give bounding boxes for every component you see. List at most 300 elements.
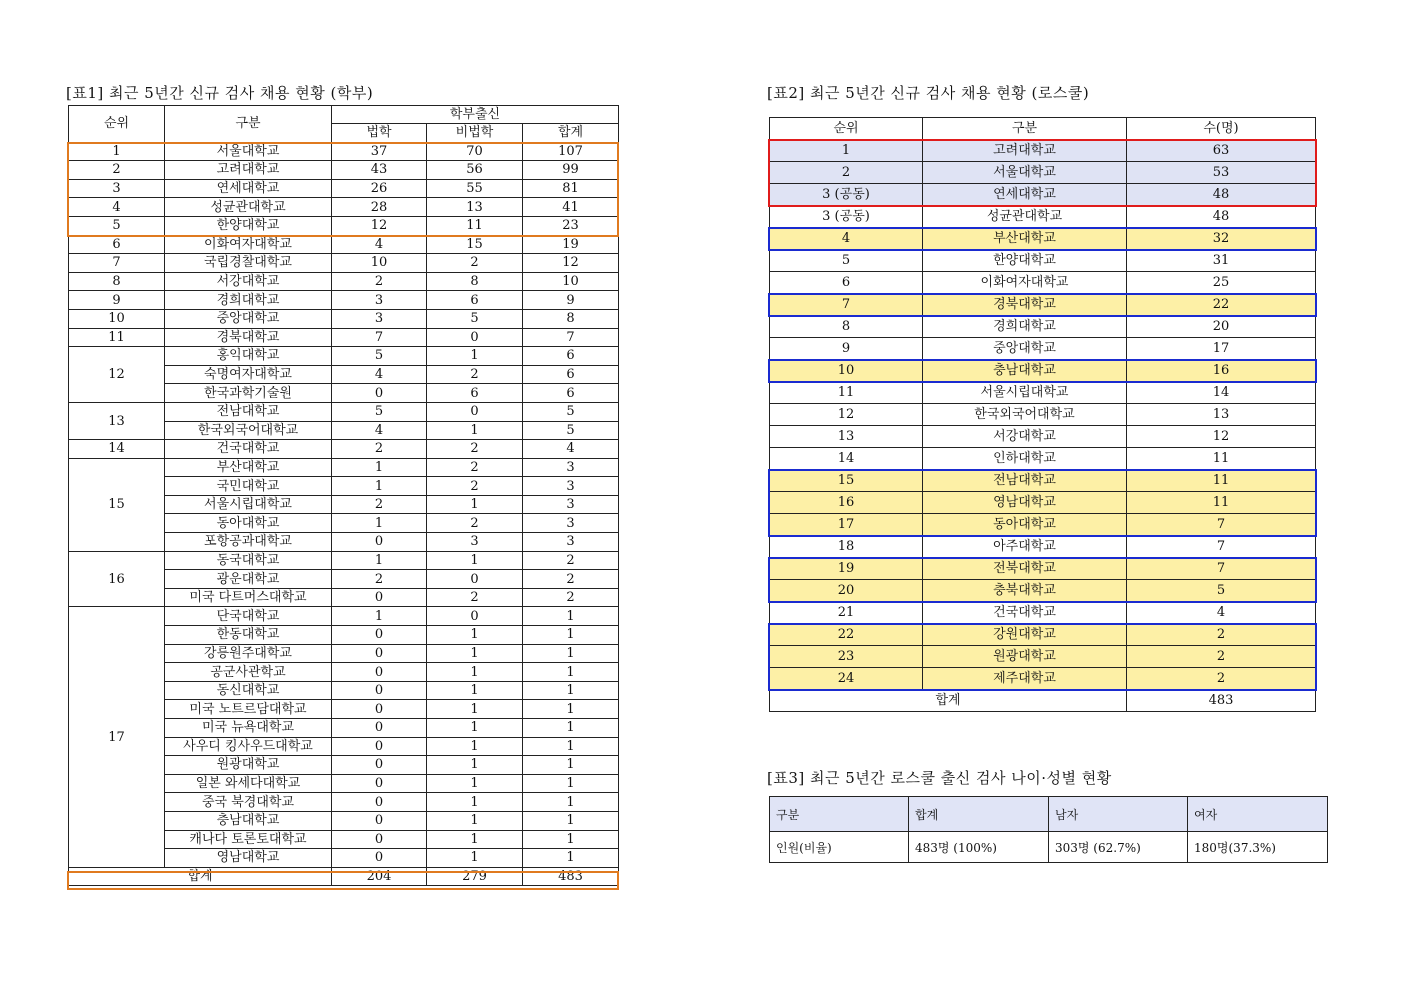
t1-cell-total: 1 (523, 700, 619, 719)
t1-cell-total: 7 (523, 328, 619, 347)
t1-sum-total: 483 (523, 867, 619, 886)
t2-cell-count: 17 (1127, 338, 1316, 360)
t1-cell-total: 12 (523, 254, 619, 273)
t2-cell-name: 경북대학교 (923, 294, 1127, 316)
t1-sum-nonlaw: 279 (427, 867, 523, 886)
t1-cell-name: 숙명여자대학교 (165, 365, 332, 384)
t1-cell-name: 원광대학교 (165, 756, 332, 775)
t2-cell-rank: 7 (770, 294, 923, 316)
t1-cell-total: 1 (523, 756, 619, 775)
t1-cell-nonlaw: 1 (427, 737, 523, 756)
t1-cell-name: 사우디 킹사우드대학교 (165, 737, 332, 756)
t1-cell-total: 81 (523, 179, 619, 198)
t2-cell-name: 영남대학교 (923, 492, 1127, 514)
t1-cell-law: 4 (332, 421, 427, 440)
t1-cell-law: 0 (332, 533, 427, 552)
t2-sum-count: 483 (1127, 690, 1316, 712)
t1-cell-law: 0 (332, 774, 427, 793)
t1-row (69, 347, 619, 366)
t1-cell-name: 동신대학교 (165, 681, 332, 700)
t1-cell-nonlaw: 1 (427, 719, 523, 738)
t3-cell-total: 483명 (100%) (909, 832, 1049, 863)
t1-row (69, 235, 619, 254)
t1-cell-nonlaw: 1 (427, 644, 523, 663)
t3-header-category: 구분 (770, 797, 909, 832)
t2-cell-rank: 8 (770, 316, 923, 338)
t2-row (770, 580, 1316, 602)
t2-cell-name: 한국외국어대학교 (923, 404, 1127, 426)
t1-cell-name: 국민대학교 (165, 477, 332, 496)
t1-row (69, 142, 619, 161)
t2-row (770, 470, 1316, 492)
t1-cell-name: 연세대학교 (165, 179, 332, 198)
t1-cell-name: 미국 뉴욕대학교 (165, 719, 332, 738)
t2-cell-rank: 9 (770, 338, 923, 360)
t2-cell-rank: 22 (770, 624, 923, 646)
t2-cell-rank: 20 (770, 580, 923, 602)
t2-cell-count: 16 (1127, 360, 1316, 382)
t1-cell-nonlaw: 1 (427, 849, 523, 868)
t1-cell-name: 강릉원주대학교 (165, 644, 332, 663)
t1-row (69, 291, 619, 310)
t1-cell-law: 0 (332, 626, 427, 645)
t1-header-nonlaw: 비법학 (427, 124, 523, 143)
t1-header-law: 법학 (332, 124, 427, 143)
t1-cell-total: 3 (523, 458, 619, 477)
t1-cell-total: 2 (523, 588, 619, 607)
t2-cell-count: 7 (1127, 536, 1316, 558)
t1-row (69, 198, 619, 217)
t2-row (770, 228, 1316, 250)
t1-cell-name: 경희대학교 (165, 291, 332, 310)
t1-cell-total: 1 (523, 644, 619, 663)
t1-cell-total: 23 (523, 216, 619, 235)
t2-cell-count: 22 (1127, 294, 1316, 316)
t2-row (770, 360, 1316, 382)
t1-cell-nonlaw: 0 (427, 328, 523, 347)
t1-cell-nonlaw: 6 (427, 291, 523, 310)
t1-cell-nonlaw: 56 (427, 161, 523, 180)
t2-cell-count: 4 (1127, 602, 1316, 624)
t1-row (69, 272, 619, 291)
t2-body (770, 140, 1316, 690)
t1-cell-rank: 14 (69, 440, 165, 459)
t2-header-category: 구분 (923, 118, 1127, 140)
t2-cell-name: 인하대학교 (923, 448, 1127, 470)
t2-row (770, 624, 1316, 646)
table2-title: [표2] 최근 5년간 신규 검사 채용 현황 (로스쿨) (767, 84, 1090, 102)
t1-header-rank: 순위 (69, 106, 165, 143)
t1-cell-total: 1 (523, 663, 619, 682)
t1-cell-total: 1 (523, 830, 619, 849)
t1-cell-rank: 5 (69, 216, 165, 235)
t2-cell-rank: 3 (공동) (770, 206, 923, 228)
t2-cell-name: 고려대학교 (923, 140, 1127, 162)
t1-cell-total: 19 (523, 235, 619, 254)
t1-cell-law: 0 (332, 719, 427, 738)
t1-cell-total: 8 (523, 309, 619, 328)
t1-cell-name: 한국외국어대학교 (165, 421, 332, 440)
t2-cell-rank: 10 (770, 360, 923, 382)
t1-cell-law: 43 (332, 161, 427, 180)
t1-cell-rank: 15 (69, 458, 165, 551)
t1-cell-nonlaw: 15 (427, 235, 523, 254)
t2-row (770, 558, 1316, 580)
t2-row (770, 338, 1316, 360)
t2-cell-rank: 18 (770, 536, 923, 558)
t1-row (69, 216, 619, 235)
t1-cell-name: 경북대학교 (165, 328, 332, 347)
t1-cell-total: 3 (523, 533, 619, 552)
t1-cell-rank: 1 (69, 142, 165, 161)
t1-cell-name: 중국 북경대학교 (165, 793, 332, 812)
t1-cell-name: 부산대학교 (165, 458, 332, 477)
t1-cell-rank: 7 (69, 254, 165, 273)
t2-row (770, 250, 1316, 272)
t2-cell-name: 연세대학교 (923, 184, 1127, 206)
t3-data-row (770, 832, 1328, 863)
t2-row (770, 140, 1316, 162)
t1-cell-rank: 10 (69, 309, 165, 328)
t1-cell-name: 포항공과대학교 (165, 533, 332, 552)
t1-cell-total: 6 (523, 347, 619, 366)
t1-cell-name: 일본 와세다대학교 (165, 774, 332, 793)
t2-cell-name: 전남대학교 (923, 470, 1127, 492)
t1-row (69, 440, 619, 459)
t1-body (69, 142, 619, 867)
t3-cell-male: 303명 (62.7%) (1049, 832, 1188, 863)
t2-cell-rank: 15 (770, 470, 923, 492)
t2-cell-name: 한양대학교 (923, 250, 1127, 272)
t1-cell-nonlaw: 0 (427, 570, 523, 589)
t1-cell-name: 미국 다트머스대학교 (165, 588, 332, 607)
t2-cell-count: 7 (1127, 558, 1316, 580)
t1-cell-rank: 8 (69, 272, 165, 291)
t1-cell-nonlaw: 3 (427, 533, 523, 552)
t1-cell-name: 한국과학기술원 (165, 384, 332, 403)
t1-cell-nonlaw: 1 (427, 663, 523, 682)
t3-cell-label: 인원(비율) (770, 832, 909, 863)
t2-row (770, 448, 1316, 470)
t1-cell-law: 3 (332, 309, 427, 328)
t1-cell-nonlaw: 2 (427, 254, 523, 273)
t2-cell-count: 12 (1127, 426, 1316, 448)
t1-cell-name: 충남대학교 (165, 811, 332, 830)
t2-cell-count: 63 (1127, 140, 1316, 162)
t1-cell-total: 1 (523, 849, 619, 868)
t1-cell-law: 0 (332, 588, 427, 607)
t1-cell-name: 이화여자대학교 (165, 235, 332, 254)
t2-cell-count: 11 (1127, 448, 1316, 470)
t1-cell-law: 0 (332, 756, 427, 775)
t1-cell-nonlaw: 1 (427, 700, 523, 719)
t1-cell-law: 1 (332, 607, 427, 626)
t1-cell-name: 동국대학교 (165, 551, 332, 570)
t1-cell-law: 2 (332, 570, 427, 589)
t1-cell-total: 41 (523, 198, 619, 217)
t1-cell-name: 영남대학교 (165, 849, 332, 868)
t2-row (770, 492, 1316, 514)
t1-cell-law: 26 (332, 179, 427, 198)
t2-cell-name: 서울대학교 (923, 162, 1127, 184)
t2-cell-count: 25 (1127, 272, 1316, 294)
t3-header-female: 여자 (1188, 797, 1328, 832)
t2-cell-rank: 13 (770, 426, 923, 448)
t1-cell-law: 1 (332, 514, 427, 533)
t3-cell-female: 180명(37.3%) (1188, 832, 1328, 863)
t1-cell-name: 홍익대학교 (165, 347, 332, 366)
t2-row (770, 184, 1316, 206)
t1-row (69, 254, 619, 273)
t3-header-row (770, 797, 1328, 832)
t1-cell-law: 0 (332, 663, 427, 682)
t1-cell-nonlaw: 2 (427, 365, 523, 384)
t2-sum-row (770, 690, 1316, 712)
t2-cell-name: 동아대학교 (923, 514, 1127, 536)
t1-cell-total: 99 (523, 161, 619, 180)
t1-cell-law: 37 (332, 142, 427, 161)
t1-cell-total: 4 (523, 440, 619, 459)
t2-cell-rank: 21 (770, 602, 923, 624)
t2-cell-rank: 24 (770, 668, 923, 690)
t1-cell-nonlaw: 1 (427, 811, 523, 830)
t1-cell-total: 2 (523, 551, 619, 570)
t1-row (69, 179, 619, 198)
t1-cell-nonlaw: 1 (427, 551, 523, 570)
t1-cell-nonlaw: 1 (427, 830, 523, 849)
t2-cell-rank: 5 (770, 250, 923, 272)
t1-cell-name: 캐나다 토론토대학교 (165, 830, 332, 849)
t1-cell-rank: 17 (69, 607, 165, 867)
t1-cell-name: 미국 노트르담대학교 (165, 700, 332, 719)
t1-cell-rank: 11 (69, 328, 165, 347)
t2-sum-label: 합계 (770, 690, 1127, 712)
t3-header-total: 합계 (909, 797, 1049, 832)
t2-cell-name: 충북대학교 (923, 580, 1127, 602)
t1-cell-nonlaw: 11 (427, 216, 523, 235)
t2-row (770, 514, 1316, 536)
t1-cell-nonlaw: 1 (427, 495, 523, 514)
t2-row (770, 536, 1316, 558)
t1-row (69, 607, 619, 626)
t1-row (69, 551, 619, 570)
t2-row (770, 162, 1316, 184)
t2-cell-count: 11 (1127, 470, 1316, 492)
t2-header-count: 수(명) (1127, 118, 1316, 140)
t1-cell-name: 서강대학교 (165, 272, 332, 291)
t1-cell-rank: 13 (69, 402, 165, 439)
t1-sum-law: 204 (332, 867, 427, 886)
t2-cell-name: 원광대학교 (923, 646, 1127, 668)
t2-cell-name: 아주대학교 (923, 536, 1127, 558)
t1-cell-law: 3 (332, 291, 427, 310)
t1-row (69, 309, 619, 328)
t1-cell-law: 2 (332, 440, 427, 459)
t2-cell-name: 성균관대학교 (923, 206, 1127, 228)
t1-cell-nonlaw: 1 (427, 421, 523, 440)
t1-cell-nonlaw: 2 (427, 458, 523, 477)
t1-sum-row (69, 867, 619, 886)
t1-header-total: 합계 (523, 124, 619, 143)
t1-cell-name: 중앙대학교 (165, 309, 332, 328)
t1-cell-rank: 2 (69, 161, 165, 180)
t1-cell-name: 서울대학교 (165, 142, 332, 161)
t1-cell-law: 1 (332, 477, 427, 496)
t1-cell-total: 6 (523, 365, 619, 384)
t1-cell-nonlaw: 0 (427, 607, 523, 626)
t1-cell-law: 4 (332, 365, 427, 384)
t2-cell-name: 이화여자대학교 (923, 272, 1127, 294)
t1-cell-law: 2 (332, 272, 427, 291)
t2-cell-count: 31 (1127, 250, 1316, 272)
t1-cell-law: 0 (332, 681, 427, 700)
t1-cell-nonlaw: 13 (427, 198, 523, 217)
t2-cell-name: 중앙대학교 (923, 338, 1127, 360)
t1-cell-nonlaw: 8 (427, 272, 523, 291)
t2-cell-rank: 4 (770, 228, 923, 250)
t2-cell-count: 48 (1127, 184, 1316, 206)
t2-cell-rank: 2 (770, 162, 923, 184)
t1-cell-law: 0 (332, 811, 427, 830)
t1-cell-law: 10 (332, 254, 427, 273)
t2-cell-rank: 16 (770, 492, 923, 514)
t2-cell-count: 14 (1127, 382, 1316, 404)
t2-cell-count: 7 (1127, 514, 1316, 536)
t1-cell-law: 0 (332, 849, 427, 868)
t1-cell-name: 국립경찰대학교 (165, 254, 332, 273)
t2-cell-rank: 14 (770, 448, 923, 470)
t2-cell-name: 충남대학교 (923, 360, 1127, 382)
t1-cell-nonlaw: 70 (427, 142, 523, 161)
t2-cell-count: 2 (1127, 624, 1316, 646)
t2-row (770, 382, 1316, 404)
t2-row (770, 646, 1316, 668)
t1-cell-nonlaw: 1 (427, 626, 523, 645)
t2-cell-name: 서강대학교 (923, 426, 1127, 448)
t1-cell-nonlaw: 6 (427, 384, 523, 403)
t2-cell-name: 서울시립대학교 (923, 382, 1127, 404)
t2-cell-rank: 23 (770, 646, 923, 668)
t1-cell-law: 1 (332, 551, 427, 570)
t1-cell-name: 건국대학교 (165, 440, 332, 459)
t1-cell-name: 전남대학교 (165, 402, 332, 421)
t2-cell-name: 건국대학교 (923, 602, 1127, 624)
t2-header-rank: 순위 (770, 118, 923, 140)
t1-cell-law: 28 (332, 198, 427, 217)
t1-cell-total: 1 (523, 774, 619, 793)
t1-cell-law: 0 (332, 830, 427, 849)
t1-cell-law: 0 (332, 793, 427, 812)
t1-cell-law: 12 (332, 216, 427, 235)
t1-cell-total: 1 (523, 681, 619, 700)
t1-cell-rank: 4 (69, 198, 165, 217)
t1-cell-total: 6 (523, 384, 619, 403)
t1-cell-nonlaw: 1 (427, 347, 523, 366)
t2-cell-rank: 1 (770, 140, 923, 162)
t2-cell-count: 5 (1127, 580, 1316, 602)
t2-cell-name: 부산대학교 (923, 228, 1127, 250)
t2-row (770, 602, 1316, 624)
t1-cell-name: 공군사관학교 (165, 663, 332, 682)
t1-cell-total: 3 (523, 514, 619, 533)
t2-cell-rank: 12 (770, 404, 923, 426)
t2-cell-count: 32 (1127, 228, 1316, 250)
t1-cell-total: 1 (523, 811, 619, 830)
t1-cell-name: 서울시립대학교 (165, 495, 332, 514)
t1-cell-total: 3 (523, 477, 619, 496)
t1-header-group: 학부출신 (332, 106, 619, 124)
t1-cell-rank: 9 (69, 291, 165, 310)
t2-row (770, 426, 1316, 448)
t1-cell-name: 한동대학교 (165, 626, 332, 645)
t1-cell-name: 한양대학교 (165, 216, 332, 235)
t1-cell-nonlaw: 0 (427, 402, 523, 421)
t1-cell-law: 1 (332, 458, 427, 477)
t1-row (69, 328, 619, 347)
t2-cell-count: 48 (1127, 206, 1316, 228)
t1-cell-name: 동아대학교 (165, 514, 332, 533)
t1-cell-total: 9 (523, 291, 619, 310)
t2-row (770, 404, 1316, 426)
t1-row (69, 458, 619, 477)
t1-cell-total: 3 (523, 495, 619, 514)
t2-cell-name: 제주대학교 (923, 668, 1127, 690)
table2-lawschool (769, 117, 1316, 712)
table1-undergrad (68, 105, 619, 886)
t2-cell-count: 20 (1127, 316, 1316, 338)
t1-sum-label: 합계 (69, 867, 332, 886)
t1-cell-law: 0 (332, 644, 427, 663)
table1-title: [표1] 최근 5년간 신규 검사 채용 현황 (학부) (66, 84, 374, 102)
t1-cell-name: 고려대학교 (165, 161, 332, 180)
t1-header-category: 구분 (165, 106, 332, 143)
t3-header-male: 남자 (1049, 797, 1188, 832)
t2-cell-count: 53 (1127, 162, 1316, 184)
t1-row (69, 161, 619, 180)
t1-cell-total: 1 (523, 719, 619, 738)
t1-cell-rank: 16 (69, 551, 165, 607)
t2-row (770, 316, 1316, 338)
t2-cell-name: 경희대학교 (923, 316, 1127, 338)
t1-cell-total: 1 (523, 607, 619, 626)
t2-cell-name: 전북대학교 (923, 558, 1127, 580)
table3-title: [표3] 최근 5년간 로스쿨 출신 검사 나이·성별 현황 (767, 769, 1112, 787)
t1-cell-law: 7 (332, 328, 427, 347)
t1-cell-nonlaw: 1 (427, 774, 523, 793)
t1-cell-rank: 3 (69, 179, 165, 198)
t2-cell-count: 11 (1127, 492, 1316, 514)
t1-cell-total: 1 (523, 793, 619, 812)
t1-cell-law: 0 (332, 737, 427, 756)
t1-cell-law: 4 (332, 235, 427, 254)
t2-cell-count: 2 (1127, 646, 1316, 668)
t1-cell-name: 성균관대학교 (165, 198, 332, 217)
t1-cell-total: 2 (523, 570, 619, 589)
t2-row (770, 294, 1316, 316)
t1-cell-total: 1 (523, 626, 619, 645)
t2-cell-rank: 17 (770, 514, 923, 536)
t1-row (69, 402, 619, 421)
t1-cell-nonlaw: 1 (427, 793, 523, 812)
t1-cell-law: 2 (332, 495, 427, 514)
t1-cell-total: 10 (523, 272, 619, 291)
t1-cell-nonlaw: 2 (427, 588, 523, 607)
t1-cell-rank: 6 (69, 235, 165, 254)
t2-cell-rank: 19 (770, 558, 923, 580)
t2-cell-count: 2 (1127, 668, 1316, 690)
t1-cell-law: 5 (332, 402, 427, 421)
t2-cell-rank: 3 (공동) (770, 184, 923, 206)
